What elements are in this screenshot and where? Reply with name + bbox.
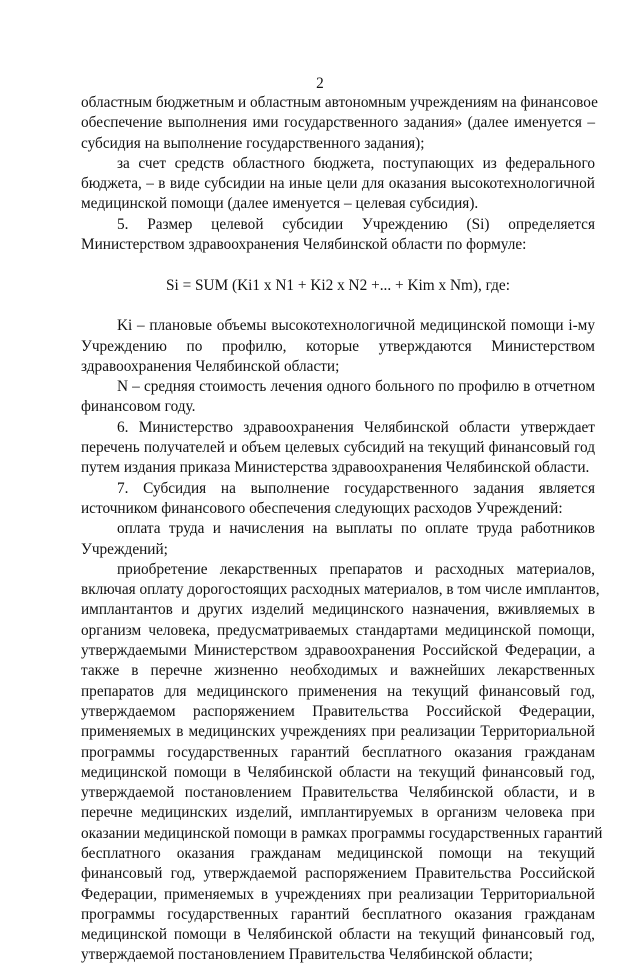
blank-line (81, 255, 595, 275)
text-line: 6. Министерство здравоохранения Челябинской области утверждает (117, 418, 595, 436)
text-line: приобретение лекарственных препаратов и расходных материалов, (117, 560, 595, 578)
blank-line (81, 296, 595, 316)
text-line: 7. Субсидия на выполнение государственного задания является (117, 479, 595, 497)
text-line: оплата труда и начисления на выплаты по оплате труда работников (117, 520, 595, 538)
text-line: здравоохранения Челябинской области; (81, 357, 340, 375)
text-line: утверждаемой постановлением Правительства Челябинской области, и в (81, 784, 595, 802)
formula: Si = SUM (Ki1 x N1 + Ki2 x N2 +... + Kim x Nm), где: (166, 276, 510, 294)
text-line: программы государственных гарантий бесплатного оказания гражданам (81, 743, 595, 761)
text-line: Учреждений; (81, 540, 168, 558)
text-line: оказании медицинской помощи в рамках программы государственных гарантий (81, 824, 603, 842)
text-line: перечне медицинских изделий, имплантируемых в организм человека при (81, 804, 595, 822)
text-line: Федерации, применяемых в учреждениях при реализации Территориальной (81, 885, 595, 903)
text-line: 5. Размер целевой субсидии Учреждению (Si) определяется (117, 215, 595, 233)
text-line: за счет средств областного бюджета, поступающих из федерального (117, 154, 595, 172)
text-line: Министерством здравоохранения Челябинской области по формуле: (81, 236, 527, 254)
text-line: бесплатного оказания гражданам медицинской помощи на текущий (81, 844, 595, 862)
text-line: обеспечение выполнения ими государственного задания» (далее именуется – (81, 114, 595, 132)
text-line: медицинской помощи в Челябинской области на текущий финансовый год, (81, 926, 595, 944)
text-line: путем издания приказа Министерства здравоохранения Челябинской области. (81, 459, 590, 477)
text-line: утверждаемыми Министерством здравоохранения Российской Федерации, а (81, 642, 595, 660)
text-line: медицинской помощи (далее именуется – целевая субсидия). (81, 195, 479, 213)
text-line: финансовом году. (81, 398, 196, 416)
text-line: областным бюджетным и областным автономным учреждениям на финансовое (81, 94, 598, 111)
text-line: препаратов для медицинского применения на текущий финансовый год, (81, 682, 595, 700)
text-line: медицинской помощи в Челябинской области на текущий финансовый год, (81, 763, 595, 781)
page-number: 2 (316, 75, 324, 92)
text-line: имплантантов и других изделий медицинского назначения, вживляемых в (81, 601, 595, 619)
text-line: Ki – плановые объемы высокотехнологичной медицинской помощи i-му (117, 317, 595, 335)
text-line: финансовый год, утверждаемой распоряжением Правительства Российской (81, 865, 595, 883)
text-line: утверждаемой постановлением Правительства Челябинской области; (81, 946, 533, 964)
text-line: также в перечне жизненно необходимых и важнейших лекарственных (81, 662, 595, 680)
text-line: субсидия на выполнение государственного задания); (81, 134, 425, 152)
text-line: перечень получателей и объем целевых субсидий на текущий финансовый год (81, 439, 595, 457)
text-line: утверждаемом распоряжением Правительства Российской Федерации, (81, 702, 595, 720)
document-body (81, 93, 603, 966)
text-line: программы государственных гарантий бесплатного оказания гражданам (81, 905, 595, 923)
text-line: источником финансового обеспечения следующих расходов Учреждений: (81, 499, 563, 517)
text-line: Учреждению по профилю, которые утверждаются Министерством (81, 337, 595, 355)
text-line: бюджета, – в виде субсидии на иные цели для оказания высокотехнологичной (81, 175, 595, 193)
text-line: N – средняя стоимость лечения одного больного по профилю в отчетном (117, 378, 595, 396)
text-line: применяемых в медицинских учреждениях при реализации Территориальной (81, 723, 595, 741)
text-line: включая оплату дорогостоящих расходных материалов, в том числе имплантов, (81, 581, 600, 599)
text-line: организм человека, предусматриваемых стандартами медицинской помощи, (81, 621, 595, 639)
